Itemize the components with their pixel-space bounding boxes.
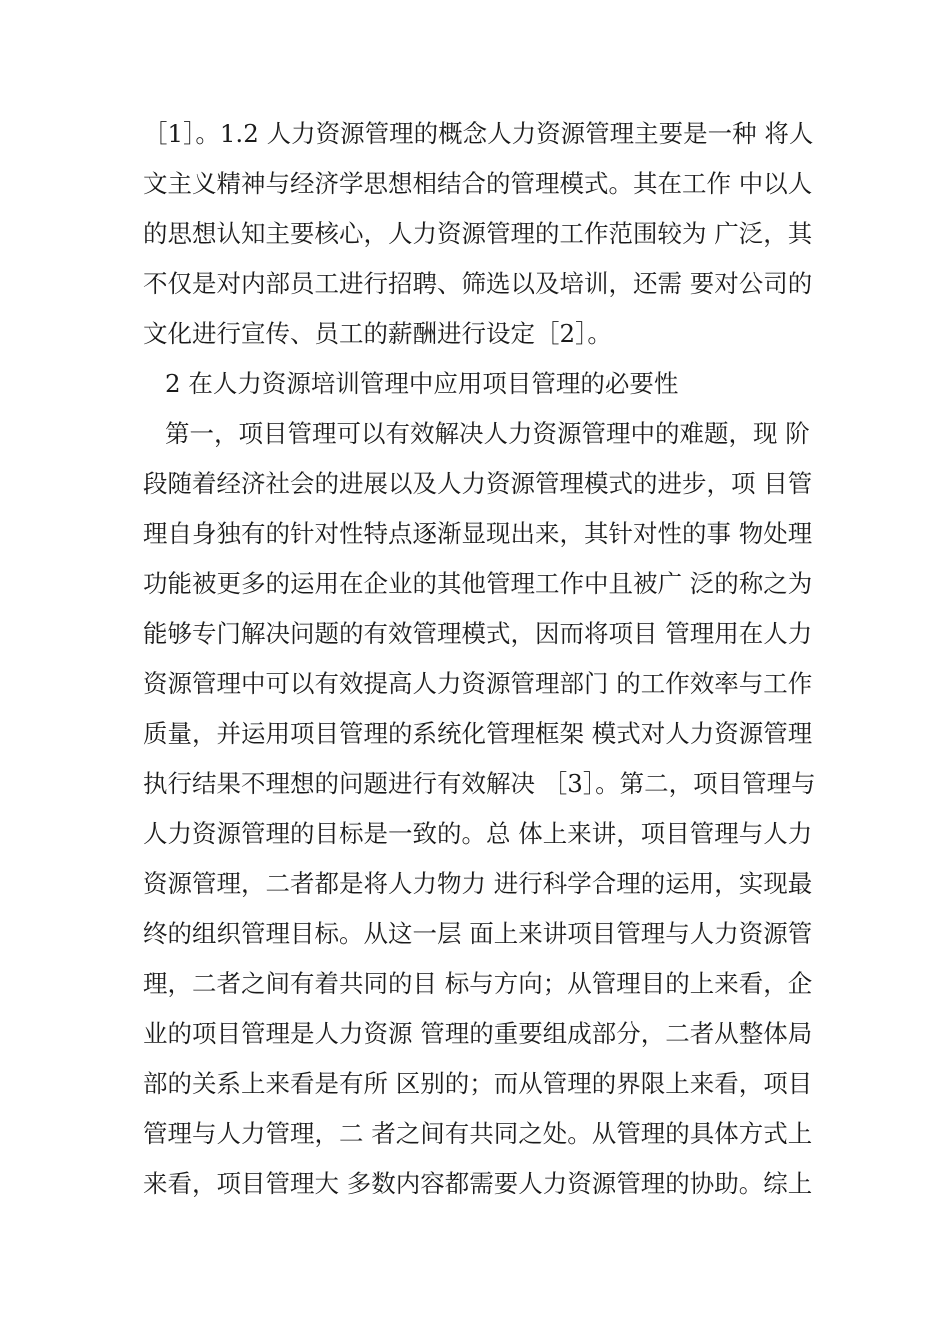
text-line: 执行结果不理想的问题进行有效解决 ［3］。第二，项目管理与 [143,769,816,798]
text-line: 质量，并运用项目管理的系统化管理框架 模式对人力资源管理 [143,719,813,748]
text-line: 来看，项目管理大 多数内容都需要人力资源管理的协助。综上 [143,1169,813,1198]
text-line: ［1］。1.2 人力资源管理的概念人力资源管理主要是一种 将人 [143,119,814,148]
text-line: 不仅是对内部员工进行招聘、筛选以及培训，还需 要对公司的 [143,269,813,298]
text-line: 终的组织管理目标。从这一层 面上来讲项目管理与人力资源管 [143,919,813,948]
text-line: 文化进行宣传、员工的薪酬进行设定［2］。 [143,319,612,348]
text-line: 段随着经济社会的进展以及人力资源管理模式的进步，项 目管 [143,469,813,498]
text-line: 理，二者之间有着共同的目 标与方向；从管理目的上来看，企 [143,969,813,998]
text-line: 功能被更多的运用在企业的其他管理工作中且被广 泛的称之为 [143,569,813,598]
text-line: 理自身独有的针对性特点逐渐显现出来，其针对性的事 物处理 [143,519,813,548]
text-line: 第一，项目管理可以有效解决人力资源管理中的难题，现 阶 [165,419,810,448]
text-line: 管理与人力管理，二 者之间有共同之处。从管理的具体方式上 [143,1119,813,1148]
text-line: 业的项目管理是人力资源 管理的重要组成部分，二者从整体局 [143,1019,813,1048]
text-line: 能够专门解决问题的有效管理模式，因而将项目 管理用在人力 [143,619,813,648]
text-line: 资源管理，二者都是将人力物力 进行科学合理的运用，实现最 [143,869,813,898]
text-line: 资源管理中可以有效提高人力资源管理部门 的工作效率与工作 [143,669,813,698]
text-line: 人力资源管理的目标是一致的。总 体上来讲，项目管理与人力 [143,819,813,848]
section-heading: 2 在人力资源培训管理中应用项目管理的必要性 [165,369,679,398]
text-line: 的思想认知主要核心，人力资源管理的工作范围较为 广泛，其 [143,219,813,248]
text-line: 部的关系上来看是有所 区别的；而从管理的界限上来看，项目 [143,1069,813,1098]
text-line: 文主义精神与经济学思想相结合的管理模式。其在工作 中以人 [143,169,813,198]
